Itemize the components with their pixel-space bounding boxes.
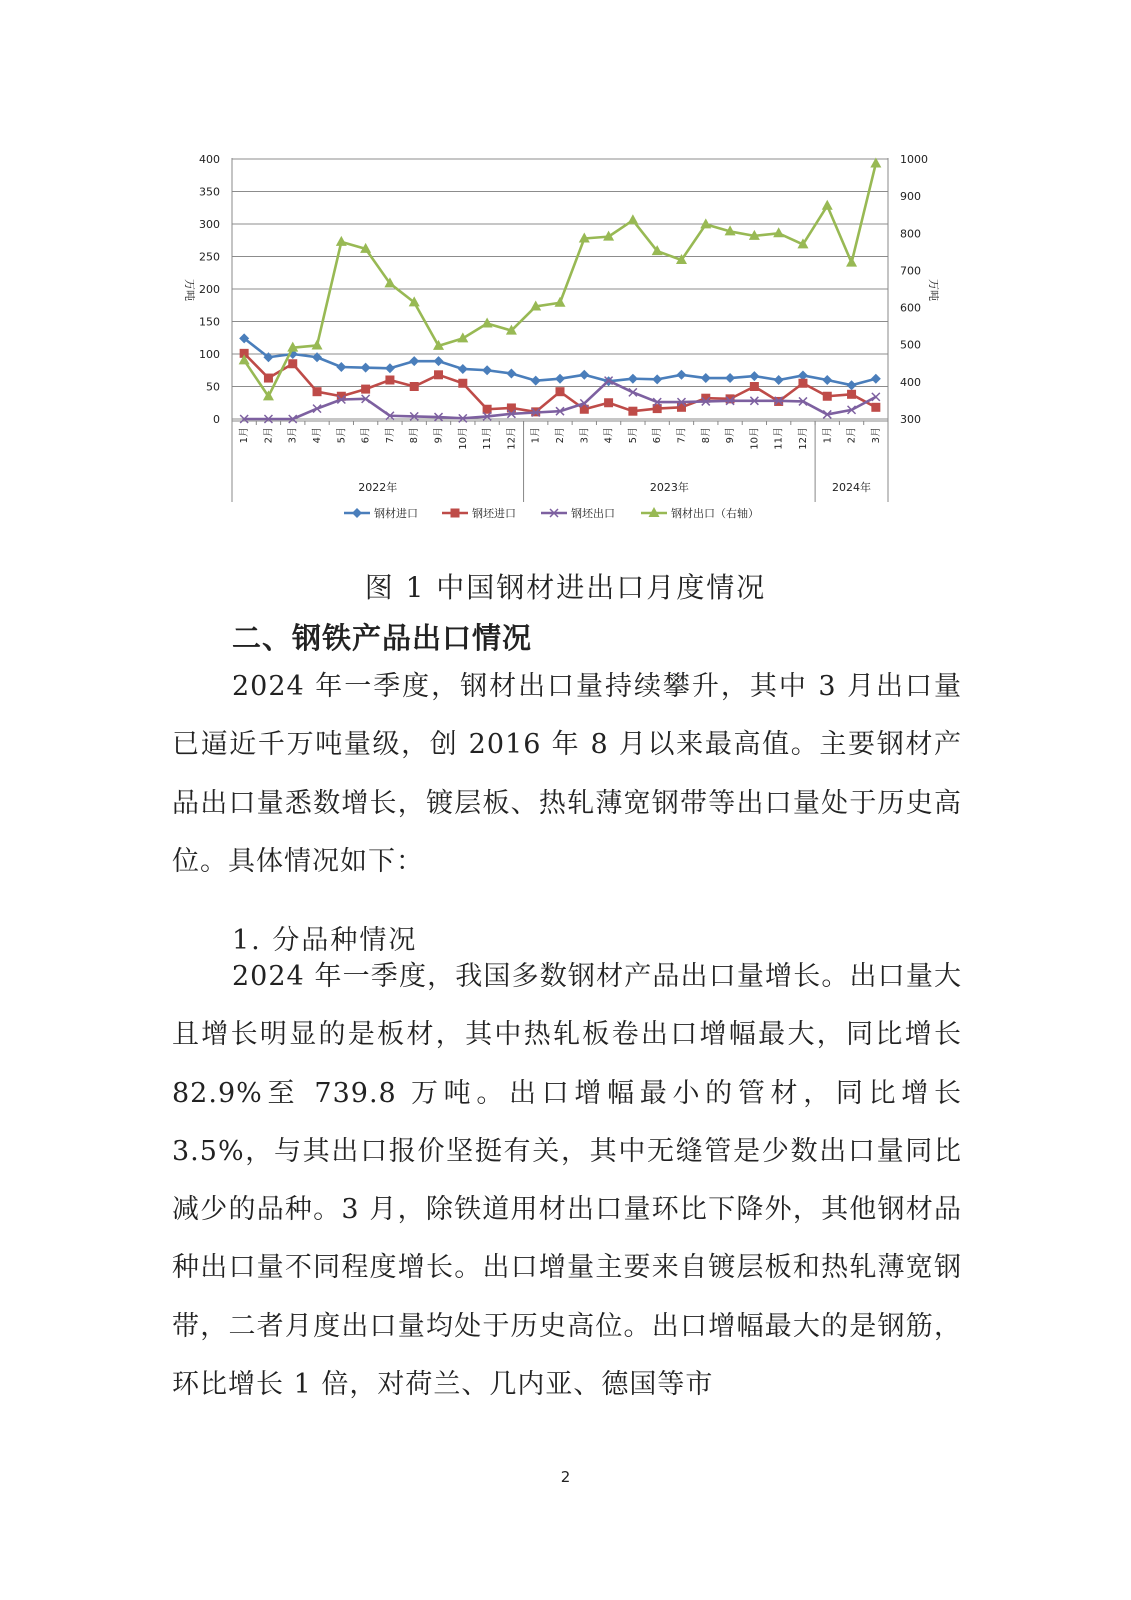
year-group-label: 2022年: [358, 481, 398, 494]
x-tick-label: 7月: [384, 427, 396, 444]
series-0-point: [409, 356, 419, 366]
right-tick-label: 800: [900, 227, 921, 241]
x-tick-label: 3月: [287, 427, 299, 444]
x-tick-label: 2月: [846, 427, 858, 444]
steel-import-export-chart: [0, 140, 1131, 540]
legend-label: 钢坯出口: [571, 507, 615, 520]
series-1-point: [313, 387, 322, 396]
series-0-point: [725, 373, 735, 383]
series-0-point: [871, 374, 881, 384]
x-tick-label: 6月: [652, 427, 664, 444]
series-0-point: [385, 363, 395, 373]
legend-label: 钢坯进口: [472, 507, 516, 520]
series-0-point: [652, 374, 662, 384]
series-0-point: [555, 374, 565, 384]
series-0-point: [749, 371, 759, 381]
left-axis-title: 万吨: [183, 279, 196, 301]
series-0-point: [628, 374, 638, 384]
series-1-point: [677, 403, 686, 412]
right-tick-label: 400: [900, 375, 921, 389]
series-0-point: [361, 363, 371, 373]
series-1-point: [288, 359, 297, 368]
series-1-point: [871, 403, 880, 412]
series-0-point: [434, 356, 444, 366]
right-tick-label: 600: [900, 301, 921, 315]
x-tick-label: 4月: [312, 427, 324, 444]
x-tick-label: 2月: [555, 427, 566, 444]
x-tick-label: 6月: [360, 427, 372, 444]
x-tick-label: 12月: [506, 427, 518, 450]
x-tick-label: 5月: [627, 427, 639, 444]
left-tick-label: 200: [199, 283, 220, 296]
x-tick-label: 11月: [773, 427, 785, 450]
series-0-point: [458, 364, 468, 374]
right-axis-title: 万吨: [927, 279, 940, 301]
left-tick-label: 250: [199, 250, 220, 264]
legend-label: 钢材进口: [374, 507, 418, 520]
section-heading: 二、钢铁产品出口情况: [232, 621, 533, 655]
series-0-point: [822, 375, 832, 385]
series-3-point: [773, 227, 784, 237]
paragraph-2: 2024 年一季度，我国多数钢材产品出口量增长。出口量大且增长明显的是板材，其中热轧板卷出口增幅最大，同比增长 82.9%至 739.8 万吨。出口增幅最小的管材，同比增长 3.5%，与其出口报价坚挺有关，其中无缝管是少数出口量同比减少的品种。3 月，除铁道用材出口量环比下降外，其他钢材品种出口量不同程度增长。出口增量主要来自镀层板和热轧薄宽钢带，二者月度出口量均处于历史高位。出口增幅最大的是钢筋，环比增长 1 倍，对荷兰、几内亚、德国等市: [172, 961, 962, 1401]
series-0-point: [774, 375, 784, 385]
x-tick-label: 3月: [579, 427, 591, 444]
x-tick-label: 8月: [409, 427, 421, 444]
x-tick-label: 12月: [797, 427, 809, 450]
series-0-point: [531, 376, 541, 386]
series-0-point: [336, 362, 346, 372]
series-1-point: [604, 398, 613, 407]
x-tick-label: 10月: [749, 427, 761, 450]
series-0-point: [701, 373, 711, 383]
right-tick-label: 900: [900, 190, 921, 204]
series-1-point: [458, 379, 467, 388]
series-3-point: [555, 297, 566, 307]
series-1-point: [847, 390, 856, 399]
series-3-point: [336, 236, 347, 246]
series-0-point: [482, 365, 492, 375]
series-lines: [239, 157, 882, 423]
paragraph-1: 2024 年一季度，钢材出口量持续攀升，其中 3 月出口量已逼近千万吨量级，创 2016 年 8 月以来最高值。主要钢材产品出口量悉数增长，镀层板、热轧薄宽钢带等出口量处于历史高位。具体情况如下：: [172, 671, 962, 877]
right-tick-label: 700: [900, 264, 921, 278]
left-tick-label: 350: [199, 185, 220, 199]
series-2-point: [872, 393, 880, 401]
x-tick-label: 4月: [603, 427, 615, 444]
year-group-label: 2024年: [832, 481, 872, 494]
series-3-point: [627, 214, 638, 224]
legend-marker: [352, 508, 362, 518]
x-tick-label: 10月: [457, 427, 469, 450]
left-tick-label: 50: [206, 380, 220, 394]
subheading: 1. 分品种情况: [232, 925, 418, 956]
left-tick-label: 100: [199, 348, 220, 361]
series-1-point: [410, 382, 419, 391]
series-1-point: [264, 374, 273, 383]
left-tick-label: 0: [213, 413, 220, 426]
series-1-point: [556, 387, 565, 396]
x-tick-label: 11月: [482, 427, 494, 450]
axis-ticks: [199, 153, 928, 502]
x-tick-label: 9月: [725, 427, 737, 444]
series-3-point: [822, 200, 833, 210]
left-tick-label: 300: [199, 218, 220, 231]
series-3-point: [482, 318, 493, 328]
left-tick-label: 400: [199, 153, 220, 166]
x-tick-label: 5月: [336, 427, 348, 444]
right-tick-label: 500: [900, 338, 921, 352]
series-0-point: [847, 380, 857, 390]
series-0-point: [506, 369, 516, 379]
series-0-point: [579, 370, 589, 380]
figure-caption: 图 1 中国钢材进出口月度情况: [364, 571, 767, 604]
left-tick-label: 150: [199, 315, 220, 329]
series-3-point: [846, 257, 857, 267]
series-1-point: [628, 407, 637, 416]
x-tick-label: 1月: [530, 427, 542, 444]
series-3-point: [312, 339, 323, 349]
series-1-point: [798, 379, 807, 388]
chart-legend: [344, 506, 759, 520]
x-tick-label: 3月: [870, 427, 882, 444]
x-tick-label: 1月: [239, 427, 251, 444]
year-group-label: 2023年: [649, 481, 689, 494]
x-tick-label: 2月: [263, 427, 275, 444]
series-1-point: [385, 376, 394, 385]
x-tick-label: 7月: [676, 427, 688, 444]
legend-marker: [451, 509, 460, 518]
x-tick-label: 9月: [433, 427, 445, 444]
x-tick-label: 8月: [700, 427, 712, 444]
series-0-point: [676, 370, 686, 380]
right-tick-label: 300: [900, 413, 921, 426]
series-1-point: [750, 382, 759, 391]
series-3-line: [244, 163, 876, 396]
x-tick-label: 1月: [822, 427, 834, 444]
page-number: 2: [560, 1468, 571, 1486]
right-tick-label: 1000: [900, 153, 928, 166]
series-3-point: [700, 218, 711, 228]
legend-label: 钢材出口（右轴）: [671, 507, 759, 520]
series-1-point: [361, 385, 370, 394]
series-1-point: [434, 370, 443, 379]
series-1-point: [823, 392, 832, 401]
